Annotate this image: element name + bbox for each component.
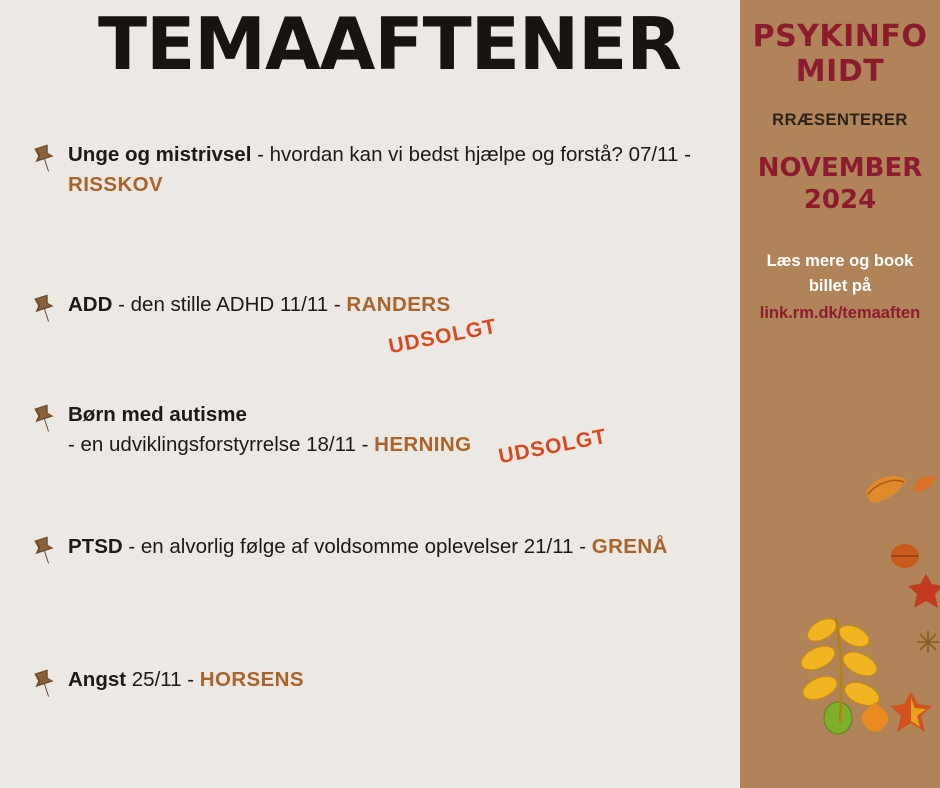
poster-sidebar (740, 0, 940, 788)
brand-line-1: PSYKINFO (752, 19, 928, 54)
presents-label: RRÆSENTERER (772, 111, 908, 129)
list-item[interactable] (0, 140, 768, 204)
status-badge: UDSOLGT (496, 424, 609, 469)
list-item-text (68, 532, 768, 562)
autumn-leaf-icon (916, 630, 940, 659)
pushpin-icon (28, 142, 62, 176)
event-description: - en udviklingsforstyrrelse 18/11 - (68, 432, 375, 456)
event-description: - den stille ADHD 11/11 - (112, 293, 347, 316)
event-place: RISSKOV (68, 172, 164, 196)
event-place: HORSENS (199, 668, 304, 691)
page-title: TEMAAFTENER (98, 2, 681, 86)
list-item[interactable] (0, 532, 768, 596)
event-description: - hvordan kan vi bedst hjælpe og forstå? 07/11 - (251, 143, 691, 166)
brand-name (740, 20, 940, 89)
event-title: Unge og mistrivsel (68, 143, 252, 166)
autumn-leaf-icon (862, 470, 910, 515)
pushpin-icon (28, 534, 62, 568)
list-item-text (68, 400, 768, 459)
autumn-leaf-icon (858, 700, 892, 739)
event-place: GRENÅ (591, 535, 668, 558)
pushpin-icon (28, 402, 62, 436)
year-label: 2024 (803, 184, 877, 215)
event-title: Angst (68, 668, 127, 691)
autumn-leaf-icon (888, 690, 934, 741)
list-item[interactable] (0, 290, 768, 354)
month-label: NOVEMBER (757, 153, 923, 183)
list-item[interactable] (0, 665, 768, 729)
event-title: PTSD (68, 535, 123, 558)
pushpin-icon (28, 667, 62, 701)
booking-text: Læs mere og book billet på (766, 251, 914, 296)
event-description: 25/11 - (126, 668, 200, 691)
pushpin-icon (28, 292, 62, 326)
list-item[interactable] (0, 400, 768, 464)
brand-line-2: MIDT (795, 53, 885, 89)
list-item-text (68, 665, 768, 695)
autumn-leaf-icon (906, 572, 940, 617)
event-title: Børn med autisme (68, 403, 247, 426)
event-description: - en alvorlig følge af voldsomme oplevelser 21/11 - (122, 535, 592, 558)
event-place: HERNING (374, 432, 472, 456)
list-item-text (68, 290, 768, 320)
autumn-leaf-icon (912, 472, 938, 503)
list-item-text (68, 140, 768, 199)
event-place: RANDERS (346, 293, 451, 316)
event-title: ADD (68, 293, 113, 316)
status-badge: UDSOLGT (386, 314, 499, 359)
booking-link[interactable]: link.rm.dk/temaaften (759, 303, 921, 322)
